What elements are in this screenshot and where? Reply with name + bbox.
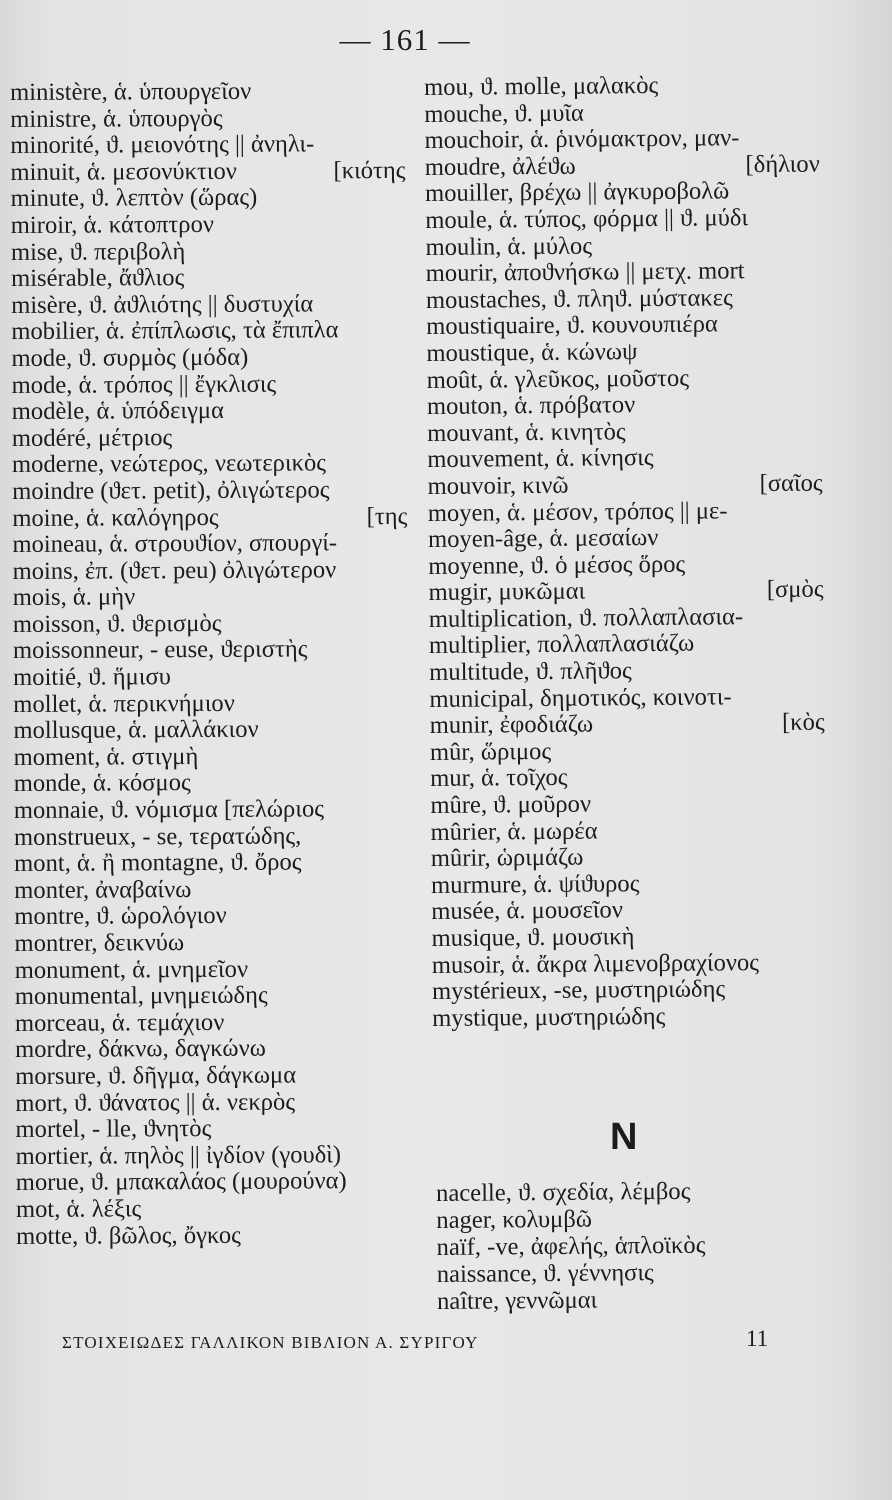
dictionary-entry (12, 530, 407, 559)
dictionary-entry (427, 364, 822, 394)
entry-text: municipal, δημοτικός, κοινοτι- (429, 682, 732, 713)
entry-text: moule, ἁ. τύπος, φόρμα || ϑ. μύδι (425, 204, 749, 234)
entry-text: moustique, ἁ. κώνωψ (426, 338, 638, 367)
entry-text: mort, ϑ. ϑάνατος || ἁ. νεκρὸς (15, 1088, 296, 1117)
entry-text: mortel, - lle, ϑνητὸς (15, 1115, 212, 1144)
dictionary-entry (426, 284, 821, 314)
dictionary-entry (12, 397, 407, 426)
entry-text: monumental, μνημειώδης (14, 981, 268, 1011)
dictionary-entry (11, 317, 406, 346)
dictionary-entry (431, 896, 826, 926)
dictionary-entry (430, 816, 825, 846)
dictionary-entry (13, 610, 408, 639)
entry-text: mouiller, βρέχω || ἀγκυροβολῶ (424, 177, 730, 208)
entry-text: mise, ϑ. περιβολὴ (10, 237, 186, 266)
dictionary-entry (432, 949, 827, 979)
dictionary-entry (11, 344, 406, 373)
dictionary-entry (431, 869, 826, 899)
entry-text: minute, ϑ. λεπτὸν (ὥρας) (10, 184, 258, 213)
entry-text: montre, ϑ. ὡρολόγιον (14, 902, 227, 931)
entry-text: moins, ἐπ. (ϑετ. peu) ὀλιγώτερον (12, 555, 337, 585)
entry-text: naïf, -ve, ἀφελής, ἁπλοϊκὸς (436, 1231, 706, 1261)
dictionary-entry (427, 470, 822, 500)
left-column (10, 78, 411, 1250)
entry-text: mûre, ϑ. μοῦρον (430, 790, 592, 820)
dictionary-entry (425, 178, 820, 208)
dictionary-entry (14, 876, 409, 905)
dictionary-entry (431, 843, 826, 873)
dictionary-entry (15, 1088, 410, 1117)
dictionary-entry (424, 98, 819, 128)
entry-text: mouvement, ἁ. κίνησις (427, 444, 654, 474)
dictionary-entry (426, 258, 821, 288)
dictionary-entry (428, 550, 823, 580)
entry-text: monnaie, ϑ. νόμισμα [πελώριος (13, 795, 325, 825)
sheet-number: 11 (746, 1326, 769, 1351)
dictionary-entry (11, 211, 406, 240)
entry-text: motte, ϑ. βῶλος, ὄγκος (15, 1221, 241, 1250)
entry-text: misère, ϑ. ἀϑλιότης || δυστυχία (11, 290, 314, 319)
entry-text: mordre, δάκνω, δαγκώνω (15, 1035, 266, 1064)
entry-continuation: [σαῖος (759, 469, 823, 497)
entry-text: naissance, ϑ. γέννησις (436, 1259, 654, 1288)
entry-text: mouchoir, ἁ. ῥινόμακτρον, μαν- (424, 124, 740, 155)
entry-text: mouvant, ἁ. κινητὸς (427, 417, 626, 447)
entry-text: montrer, δεικνύω (14, 929, 185, 957)
entry-continuation: [της (366, 502, 408, 530)
dictionary-entry (430, 763, 825, 793)
dictionary-entry (14, 796, 409, 825)
dictionary-entry (14, 902, 409, 931)
dictionary-entry (13, 583, 408, 612)
dictionary-entry (12, 503, 407, 532)
entry-text: mot, ἁ. λέξις (15, 1195, 142, 1223)
dictionary-entry (427, 391, 822, 421)
dictionary-entry (15, 1035, 410, 1064)
page-number: — 161 — (339, 22, 471, 57)
entry-text: moyen, ἁ. μέσον, τρόπος || με- (427, 496, 728, 527)
dictionary-entry (13, 690, 408, 719)
dictionary-entry (425, 205, 820, 235)
entry-text: mugir, μυκῶμαι (428, 577, 586, 607)
dictionary-entry (427, 417, 822, 447)
entry-text: moulin, ἁ. μύλος (425, 232, 593, 261)
entry-text: moisson, ϑ. ϑερισμὸς (12, 609, 222, 638)
entry-text: multiplier, πολλαπλασιάζω (428, 630, 695, 660)
dictionary-entry (428, 524, 823, 554)
dictionary-entry (436, 1204, 816, 1234)
entry-text: murmure, ἁ. ψίϑυρος (430, 869, 640, 899)
entry-continuation: [δήλιον (745, 150, 820, 178)
n-section-column (436, 1177, 817, 1315)
dictionary-entry (15, 1062, 410, 1091)
entry-text: mystique, μυστηριώδης (432, 1002, 666, 1032)
dictionary-entry (428, 497, 823, 527)
dictionary-entry (11, 264, 406, 293)
entry-text: morsure, ϑ. δῆγμα, δάγκωμα (15, 1061, 297, 1090)
dictionary-entry (16, 1195, 411, 1224)
entry-text: munir, ἐφοδιάζω (429, 710, 594, 740)
entry-text: moine, ἁ. καλόγηρος (12, 503, 219, 532)
dictionary-entry (10, 105, 405, 134)
entry-text: monde, ἁ. κόσμος (13, 769, 191, 798)
dictionary-entry (11, 291, 406, 320)
dictionary-entry (13, 716, 408, 745)
entry-text: nacelle, ϑ. σχεδία, λέμβος (436, 1177, 691, 1207)
section-letter-heading: N (610, 1116, 638, 1158)
entry-text: moustiquaire, ϑ. κουνουπιέρα (426, 310, 718, 341)
entry-continuation: [κὸς (781, 708, 825, 737)
entry-text: nager, κολυμβῶ (436, 1205, 593, 1234)
entry-text: misérable, ἄϑλιος (10, 264, 185, 293)
dictionary-entry (436, 1231, 816, 1261)
entry-text: multitude, ϑ. πλῆϑος (429, 657, 632, 687)
dictionary-entry (11, 237, 406, 266)
dictionary-entry (431, 923, 826, 953)
dictionary-entry (16, 1221, 411, 1250)
entry-text: mont, ἁ. ἢ montagne, ϑ. ὄρος (14, 848, 302, 878)
dictionary-entry (13, 663, 408, 692)
entry-text: moustaches, ϑ. πληϑ. μύστακες (425, 284, 733, 314)
entry-text: mou, ϑ. molle, μαλακὸς (423, 71, 659, 101)
dictionary-entry (13, 636, 408, 665)
entry-text: minorité, ϑ. μειονότης || ἀνηλι- (10, 130, 315, 160)
dictionary-entry (429, 657, 824, 687)
entry-text: miroir, ἁ. κάτοπτρον (10, 210, 215, 239)
entry-text: multiplication, ϑ. πολλαπλασια- (428, 603, 744, 633)
dictionary-entry (429, 603, 824, 633)
dictionary-entry (15, 982, 410, 1011)
entry-text: moitié, ϑ. ἥμισυ (13, 663, 171, 692)
dictionary-entry (429, 683, 824, 713)
entry-text: mur, ἁ. τοῖχος (430, 764, 568, 793)
entry-text: mode, ϑ. συρμὸς (μόδα) (11, 343, 249, 372)
dictionary-entry (432, 976, 827, 1006)
entry-text: mois, ἁ. μὴν (12, 583, 136, 612)
entry-text: mollet, ἁ. περικνήμιον (13, 689, 235, 718)
dictionary-entry (13, 743, 408, 772)
dictionary-entry (426, 311, 821, 341)
entry-text: mollusque, ἁ. μαλλάκιον (13, 715, 259, 745)
entry-text: musée, ἁ. μουσεῖον (431, 896, 624, 926)
dictionary-entry (12, 477, 407, 506)
entry-text: monstrueux, - se, τερατώδης, (13, 822, 302, 851)
dictionary-entry (15, 956, 410, 985)
entry-text: mûrier, ἁ. μωρέα (430, 817, 598, 846)
dictionary-entry (14, 769, 409, 798)
footer-book-title: ΣΤΟΙΧΕΙΩΔΕΣ ΓΑΛΛΙΚΟΝ ΒΙΒΛΙΟΝ Α. ΣΥΡΙΓΟΥ (62, 1333, 479, 1352)
entry-text: mourir, ἀποϑνήσκω || μετχ. mort (425, 257, 745, 288)
dictionary-entry (424, 72, 819, 102)
dictionary-entry (429, 630, 824, 660)
entry-text: moindre (ϑετ. petit), ὀλιγώτερος (12, 476, 330, 505)
dictionary-entry (430, 710, 825, 740)
entry-text: mobilier, ἁ. ἐπίπλωσις, τὰ ἔπιπλα (11, 316, 339, 346)
entry-text: morue, ϑ. μπακαλάος (μουρούνα) (15, 1167, 347, 1197)
dictionary-entry (432, 1002, 827, 1032)
entry-text: mouton, ἁ. πρόβατον (426, 391, 636, 421)
entry-text: mûr, ὥριμος (429, 737, 552, 766)
dictionary-entry (425, 231, 820, 261)
entry-text: mouvoir, κινῶ (427, 471, 569, 500)
dictionary-entry (428, 577, 823, 607)
entry-text: moineau, ἁ. στρουϑίον, σπουργί- (12, 529, 338, 559)
dictionary-entry (14, 849, 409, 878)
dictionary-entry (12, 424, 407, 453)
dictionary-entry (16, 1168, 411, 1197)
entry-continuation: [σμὸς (766, 575, 824, 604)
entry-text: moût, ἁ. γλεῦκος, μοῦστος (426, 364, 690, 394)
entry-text: musoir, ἁ. ἄκρα λιμενοβραχίονος (431, 948, 760, 979)
dictionary-entry (10, 131, 405, 160)
dictionary-entry (426, 337, 821, 367)
entry-text: musique, ϑ. μουσικὴ (431, 923, 635, 952)
entry-text: moyenne, ϑ. ὁ μέσος ὅρος (428, 550, 686, 580)
entry-text: monument, ἁ. μνημεῖον (14, 955, 249, 984)
dictionary-entry (15, 1115, 410, 1144)
dictionary-entry (16, 1142, 411, 1171)
dictionary-entry (13, 557, 408, 586)
entry-text: moudre, ἀλέϑω (424, 152, 576, 181)
dictionary-entry (437, 1258, 817, 1288)
dictionary-entry (436, 1177, 816, 1207)
dictionary-entry (430, 736, 825, 766)
dictionary-entry (15, 1009, 410, 1038)
dictionary-entry (437, 1285, 817, 1315)
dictionary-entry (10, 78, 405, 107)
dictionary-entry (11, 184, 406, 213)
entry-continuation: [κιότης (333, 156, 406, 185)
entry-text: mortier, ἁ. πηλὸς || ἰγδίον (γουδὶ) (15, 1141, 342, 1170)
entry-text: modéré, μέτριος (11, 423, 173, 452)
entry-text: mode, ἁ. τρόπος || ἔγκλισις (11, 370, 277, 399)
entry-text: moyen-âge, ἁ. μεσαίων (427, 524, 659, 554)
dictionary-entry (12, 370, 407, 399)
entry-text: ministre, ἁ. ὑπουργὸς (10, 104, 223, 133)
entry-text: monter, ἀναβαίνω (14, 875, 192, 904)
dictionary-entry (12, 450, 407, 479)
dictionary-entry (14, 929, 409, 958)
dictionary-entry (14, 823, 409, 852)
entry-text: mouche, ϑ. μυῖα (424, 99, 584, 128)
dictionary-entry (425, 151, 820, 181)
entry-text: moissonneur, - euse, ϑεριστὴς (12, 635, 308, 665)
entry-text: modèle, ἁ. ὑπόδειγμα (11, 397, 225, 426)
dictionary-entry (430, 790, 825, 820)
entry-text: morceau, ἁ. τεμάχιον (14, 1008, 225, 1037)
entry-text: moderne, νεώτερος, νεωτερικὸς (11, 449, 327, 479)
right-column (424, 72, 827, 1033)
entry-text: moment, ἁ. στιγμὴ (13, 742, 199, 771)
dictionary-entry (10, 158, 405, 187)
entry-text: mûrir, ὡριμάζω (430, 843, 584, 873)
entry-text: naître, γεννῶμαι (436, 1286, 598, 1315)
entry-text: ministère, ἁ. ὑπουργεῖον (9, 77, 252, 106)
entry-text: minuit, ἁ. μεσονύκτιον (10, 157, 237, 186)
entry-text: mystérieux, -se, μυστηριώδης (431, 975, 726, 1006)
